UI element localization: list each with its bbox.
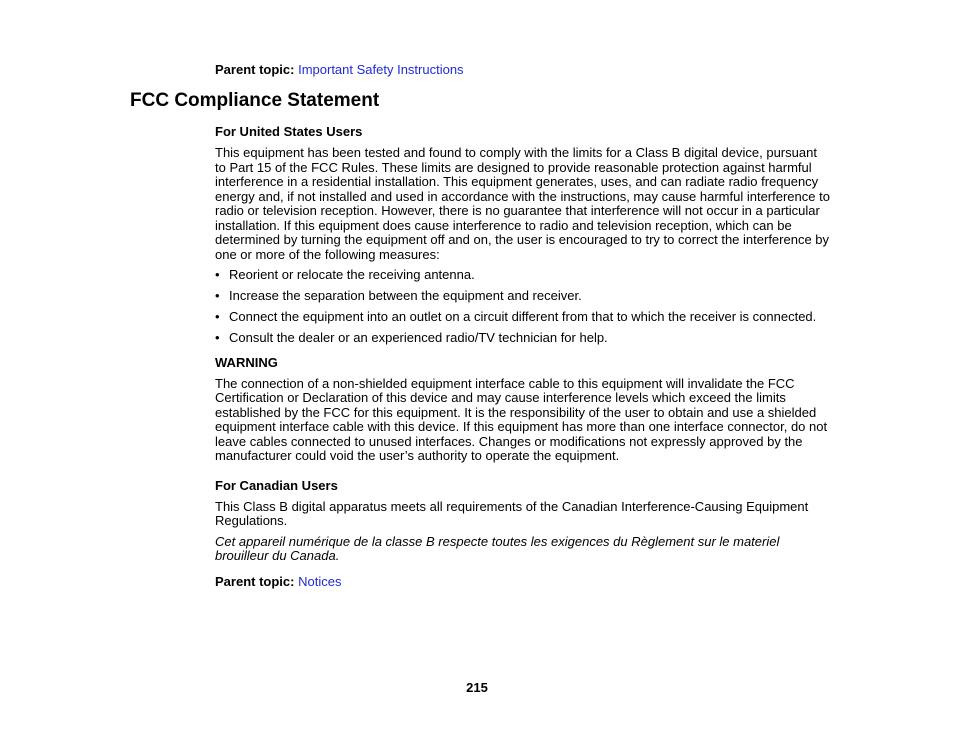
list-item bbox=[215, 331, 830, 346]
bullet-icon: • bbox=[215, 330, 220, 345]
list-item-text: Increase the separation between the equipment and receiver. bbox=[229, 288, 582, 303]
main-content bbox=[215, 124, 830, 564]
notices-link[interactable]: Notices bbox=[298, 574, 342, 589]
list-item-text: Connect the equipment into an outlet on a circuit different from that to which the receiver is connected. bbox=[229, 309, 817, 324]
canadian-users-paragraph: This Class B digital apparatus meets all requirements of the Canadian Interference-Causing Equipment Regulations. bbox=[215, 498, 809, 528]
bullet-icon: • bbox=[215, 288, 220, 303]
important-safety-instructions-link[interactable]: Important Safety Instructions bbox=[298, 62, 464, 77]
french-paragraph: Cet appareil numérique de la classe B respecte toutes les exigences du Règlement sur le materiel brouilleur du Canada. bbox=[215, 533, 780, 563]
parent-topic-bottom bbox=[215, 574, 341, 590]
warning-paragraph: The connection of a non-shielded equipment interface cable to this equipment will invalidate the FCC Certification or Declaration of this device and may cause interference levels which exceed the limits established by the FCC for this equipment. It is the responsibility of the user to obtain and use a shielded equipment interface cable with this device. If this equipment has more than one interface connector, do not leave cables connected to unused interfaces. Changes or modifications not expressly approved by the manufacturer could void the user’s authority to operate the equipment. bbox=[215, 375, 828, 463]
page-number: 215 bbox=[466, 680, 488, 695]
measures-list bbox=[215, 268, 830, 346]
us-users-subheading: For United States Users bbox=[215, 124, 363, 139]
list-item bbox=[215, 268, 830, 283]
list-item bbox=[215, 310, 830, 325]
parent-topic-label: Parent topic: bbox=[215, 574, 295, 589]
page-title: FCC Compliance Statement bbox=[130, 90, 380, 111]
parent-topic-label: Parent topic: bbox=[215, 62, 295, 77]
warning-heading: WARNING bbox=[215, 354, 278, 370]
bullet-icon: • bbox=[215, 267, 220, 282]
canadian-users-subheading: For Canadian Users bbox=[215, 477, 338, 493]
list-item-text: Consult the dealer or an experienced radio/TV technician for help. bbox=[229, 330, 608, 345]
list-item-text: Reorient or relocate the receiving antenna. bbox=[229, 267, 475, 282]
bullet-icon: • bbox=[215, 309, 220, 324]
parent-topic-top bbox=[215, 62, 464, 78]
us-users-paragraph: This equipment has been tested and found to comply with the limits for a Class B digital device, pursuant to Part 15 of the FCC Rules. These limits are designed to provide reasonable protection against harmful interference in a residential installation. This equipment generates, uses, and can radiate radio frequency energy and, if not installed and used in accordance with the instructions, may cause harmful interference to radio or television reception. However, there is no guarantee that interference will not occur in a particular installation. If this equipment does cause interference to radio and television reception, which can be determined by turning the equipment off and on, the user is encouraged to try to correct the interference by one or more of the following measures: bbox=[215, 145, 830, 262]
list-item bbox=[215, 289, 830, 304]
